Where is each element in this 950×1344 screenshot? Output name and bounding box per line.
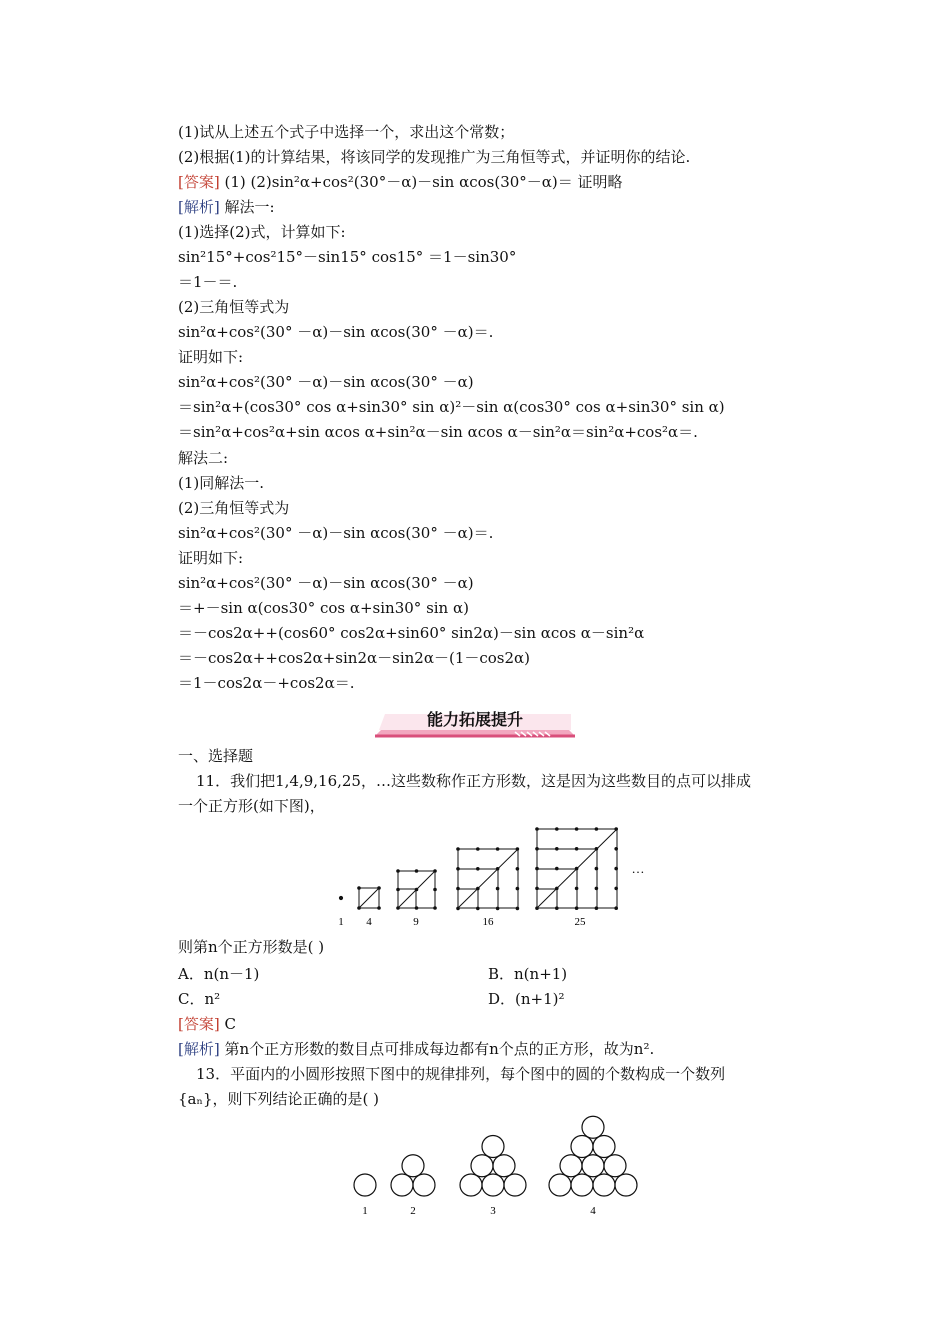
fig-label: 25 xyxy=(574,916,586,928)
ellipsis: … xyxy=(631,861,645,876)
answer-text: (1) (2)sin²α+cos²(30°－α)－sin αcos(30°－α)＝ 证明略 xyxy=(219,173,623,191)
grid-dot xyxy=(555,887,559,891)
grid-dot xyxy=(377,906,381,910)
text-line: sin²α+cos²(30° －α)－sin αcos(30° －α)＝. xyxy=(178,524,494,542)
question-13-line2: {aₙ}，则下列结论正确的是( ) xyxy=(178,1090,379,1108)
fig-label: 4 xyxy=(590,1205,596,1217)
grid-dot xyxy=(456,887,460,891)
text-line: (2)三角恒等式为 xyxy=(178,298,290,316)
grid-dot xyxy=(433,906,437,910)
grid-dot xyxy=(456,867,460,871)
grid-dot xyxy=(575,887,579,891)
fig-label: 9 xyxy=(413,916,419,928)
dot xyxy=(339,896,342,899)
grid-dot xyxy=(555,906,559,910)
grid-dot xyxy=(415,869,419,873)
grid-dot xyxy=(595,827,599,831)
answer-text: C xyxy=(219,1015,236,1033)
small-circle xyxy=(615,1174,637,1196)
small-circle xyxy=(593,1174,615,1196)
grid-dot xyxy=(614,847,618,851)
text-line: 解法二: xyxy=(178,449,229,467)
question-13-line1: 13．平面内的小圆形按照下图中的规律排列，每个图中的圆的个数构成一个数列 xyxy=(196,1065,726,1083)
small-circle xyxy=(402,1155,424,1177)
grid-dot xyxy=(535,867,539,871)
answer-line xyxy=(178,172,623,192)
text-line: ＝sin²α+cos²α+sin αcos α+sin²α－sin αcos α－sin²α＝sin²α+cos²α＝. xyxy=(178,423,698,441)
small-circle xyxy=(582,1155,604,1177)
grid-dot xyxy=(496,887,500,891)
grid-dot xyxy=(415,888,419,892)
small-circle xyxy=(354,1174,376,1196)
square-numbers-figure xyxy=(330,825,660,930)
grid-dot xyxy=(433,888,437,892)
grid-dot xyxy=(575,827,579,831)
small-circle xyxy=(604,1155,626,1177)
analysis-text: 解法一: xyxy=(219,198,275,216)
text-line: sin²15°+cos²15°－sin15° cos15° ＝1－sin30° xyxy=(178,248,517,266)
grid-dot xyxy=(516,847,520,851)
option-c[interactable]: C．n² xyxy=(178,990,221,1008)
fig-label: 2 xyxy=(410,1205,416,1217)
fig-label: 1 xyxy=(338,916,344,928)
analysis-label: [解析] xyxy=(178,1040,220,1058)
grid-dot xyxy=(535,887,539,891)
grid-dot xyxy=(456,847,460,851)
grid-dot xyxy=(595,887,599,891)
answer-label: [答案] xyxy=(178,173,220,191)
small-circle xyxy=(413,1174,435,1196)
grid-dot xyxy=(496,907,500,911)
grid-dot xyxy=(575,847,579,851)
grid-dot xyxy=(555,847,559,851)
analysis-line xyxy=(178,197,275,217)
fig-label: 3 xyxy=(490,1205,496,1217)
grid-dot xyxy=(396,869,400,873)
analysis-label: [解析] xyxy=(178,198,220,216)
analysis-text: 第n个正方形数的数目点可排成每边都有n个点的正方形，故为n². xyxy=(219,1040,655,1058)
small-circle xyxy=(493,1155,515,1177)
grid-dot xyxy=(614,867,618,871)
option-b[interactable]: B．n(n+1) xyxy=(488,965,568,983)
grid-dot xyxy=(496,847,500,851)
answer-label: [答案] xyxy=(178,1015,220,1033)
section-title: 一、选择题 xyxy=(178,747,254,765)
grid-dot xyxy=(476,907,480,911)
grid-dot xyxy=(516,907,520,911)
option-d[interactable]: D．(n+1)² xyxy=(488,990,565,1008)
grid-dot xyxy=(476,867,480,871)
grid-dot xyxy=(433,869,437,873)
small-circle xyxy=(391,1174,413,1196)
grid-dot xyxy=(516,867,520,871)
text-line: ＝+－sin α(cos30° cos α+sin30° sin α) xyxy=(178,599,469,617)
answer-line xyxy=(178,1014,236,1034)
grid-dot xyxy=(595,867,599,871)
text-line: (1)试从上述五个式子中选择一个，求出这个常数； xyxy=(178,123,515,141)
grid-dot xyxy=(516,887,520,891)
section-banner xyxy=(375,706,575,738)
question-11-line1: 11．我们把1,4,9,16,25，…这些数称作正方形数，这是因为这些数目的点可以排成 xyxy=(196,772,751,790)
text-line: (1)同解法一. xyxy=(178,474,265,492)
grid-dot xyxy=(595,847,599,851)
banner-title: 能力拓展提升 xyxy=(426,710,524,729)
small-circle xyxy=(560,1155,582,1177)
grid-dot xyxy=(377,886,381,890)
grid-dot xyxy=(555,867,559,871)
small-circle xyxy=(571,1174,593,1196)
grid-dot xyxy=(614,906,618,910)
small-circle xyxy=(549,1174,571,1196)
grid-dot xyxy=(595,906,599,910)
text-line: ＝1－＝. xyxy=(178,273,238,291)
question-11-stem: 则第n个正方形数是( ) xyxy=(178,938,325,956)
small-circle xyxy=(593,1136,615,1158)
grid-dot xyxy=(555,827,559,831)
text-line: sin²α+cos²(30° －α)－sin αcos(30° －α) xyxy=(178,373,474,391)
text-line: ＝1－cos2α－+cos2α＝. xyxy=(178,674,355,692)
grid-dot xyxy=(476,847,480,851)
small-circle xyxy=(471,1155,493,1177)
small-circle xyxy=(504,1174,526,1196)
text-line: ＝－cos2α++(cos60° cos2α+sin60° sin2α)－sin αcos α－sin²α xyxy=(178,624,645,642)
grid-dot xyxy=(535,847,539,851)
text-line: 证明如下: xyxy=(178,348,244,366)
text-line: ＝sin²α+(cos30° cos α+sin30° sin α)²－sin α(cos30° cos α+sin30° sin α) xyxy=(178,398,725,416)
banner-graphic xyxy=(375,706,575,738)
text-line: (1)选择(2)式，计算如下: xyxy=(178,223,346,241)
grid-dot xyxy=(496,867,500,871)
grid-dot xyxy=(396,906,400,910)
text-line: (2)三角恒等式为 xyxy=(178,499,290,517)
grid-dot xyxy=(575,867,579,871)
grid-dot xyxy=(614,887,618,891)
small-circle xyxy=(482,1174,504,1196)
question-11-line2: 一个正方形(如下图)， xyxy=(178,797,325,815)
grid-dot xyxy=(575,906,579,910)
small-circle xyxy=(582,1116,604,1138)
grid-dot xyxy=(456,907,460,911)
grid-dot xyxy=(396,888,400,892)
grid-dot xyxy=(535,827,539,831)
text-line: 证明如下: xyxy=(178,549,244,567)
analysis-line xyxy=(178,1039,654,1059)
small-circle xyxy=(571,1136,593,1158)
fig-label: 4 xyxy=(366,916,372,928)
fig-label: 16 xyxy=(482,916,494,928)
text-line: sin²α+cos²(30° －α)－sin αcos(30° －α) xyxy=(178,574,474,592)
text-line: ＝－cos2α++cos2α+sin2α－sin2α－(1－cos2α) xyxy=(178,649,531,667)
grid-dot xyxy=(614,827,618,831)
grid-dot xyxy=(535,906,539,910)
small-circle xyxy=(482,1136,504,1158)
text-line: sin²α+cos²(30° －α)－sin αcos(30° －α)＝. xyxy=(178,323,494,341)
fig-label: 1 xyxy=(362,1205,368,1217)
text-line: (2)根据(1)的计算结果，将该同学的发现推广为三角恒等式，并证明你的结论. xyxy=(178,148,691,166)
grid-dot xyxy=(357,886,361,890)
circles-figure xyxy=(340,1112,650,1222)
option-a[interactable]: A．n(n－1) xyxy=(178,965,260,983)
grid-dot xyxy=(415,906,419,910)
grid-dot xyxy=(476,887,480,891)
grid-dot xyxy=(357,906,361,910)
small-circle xyxy=(460,1174,482,1196)
